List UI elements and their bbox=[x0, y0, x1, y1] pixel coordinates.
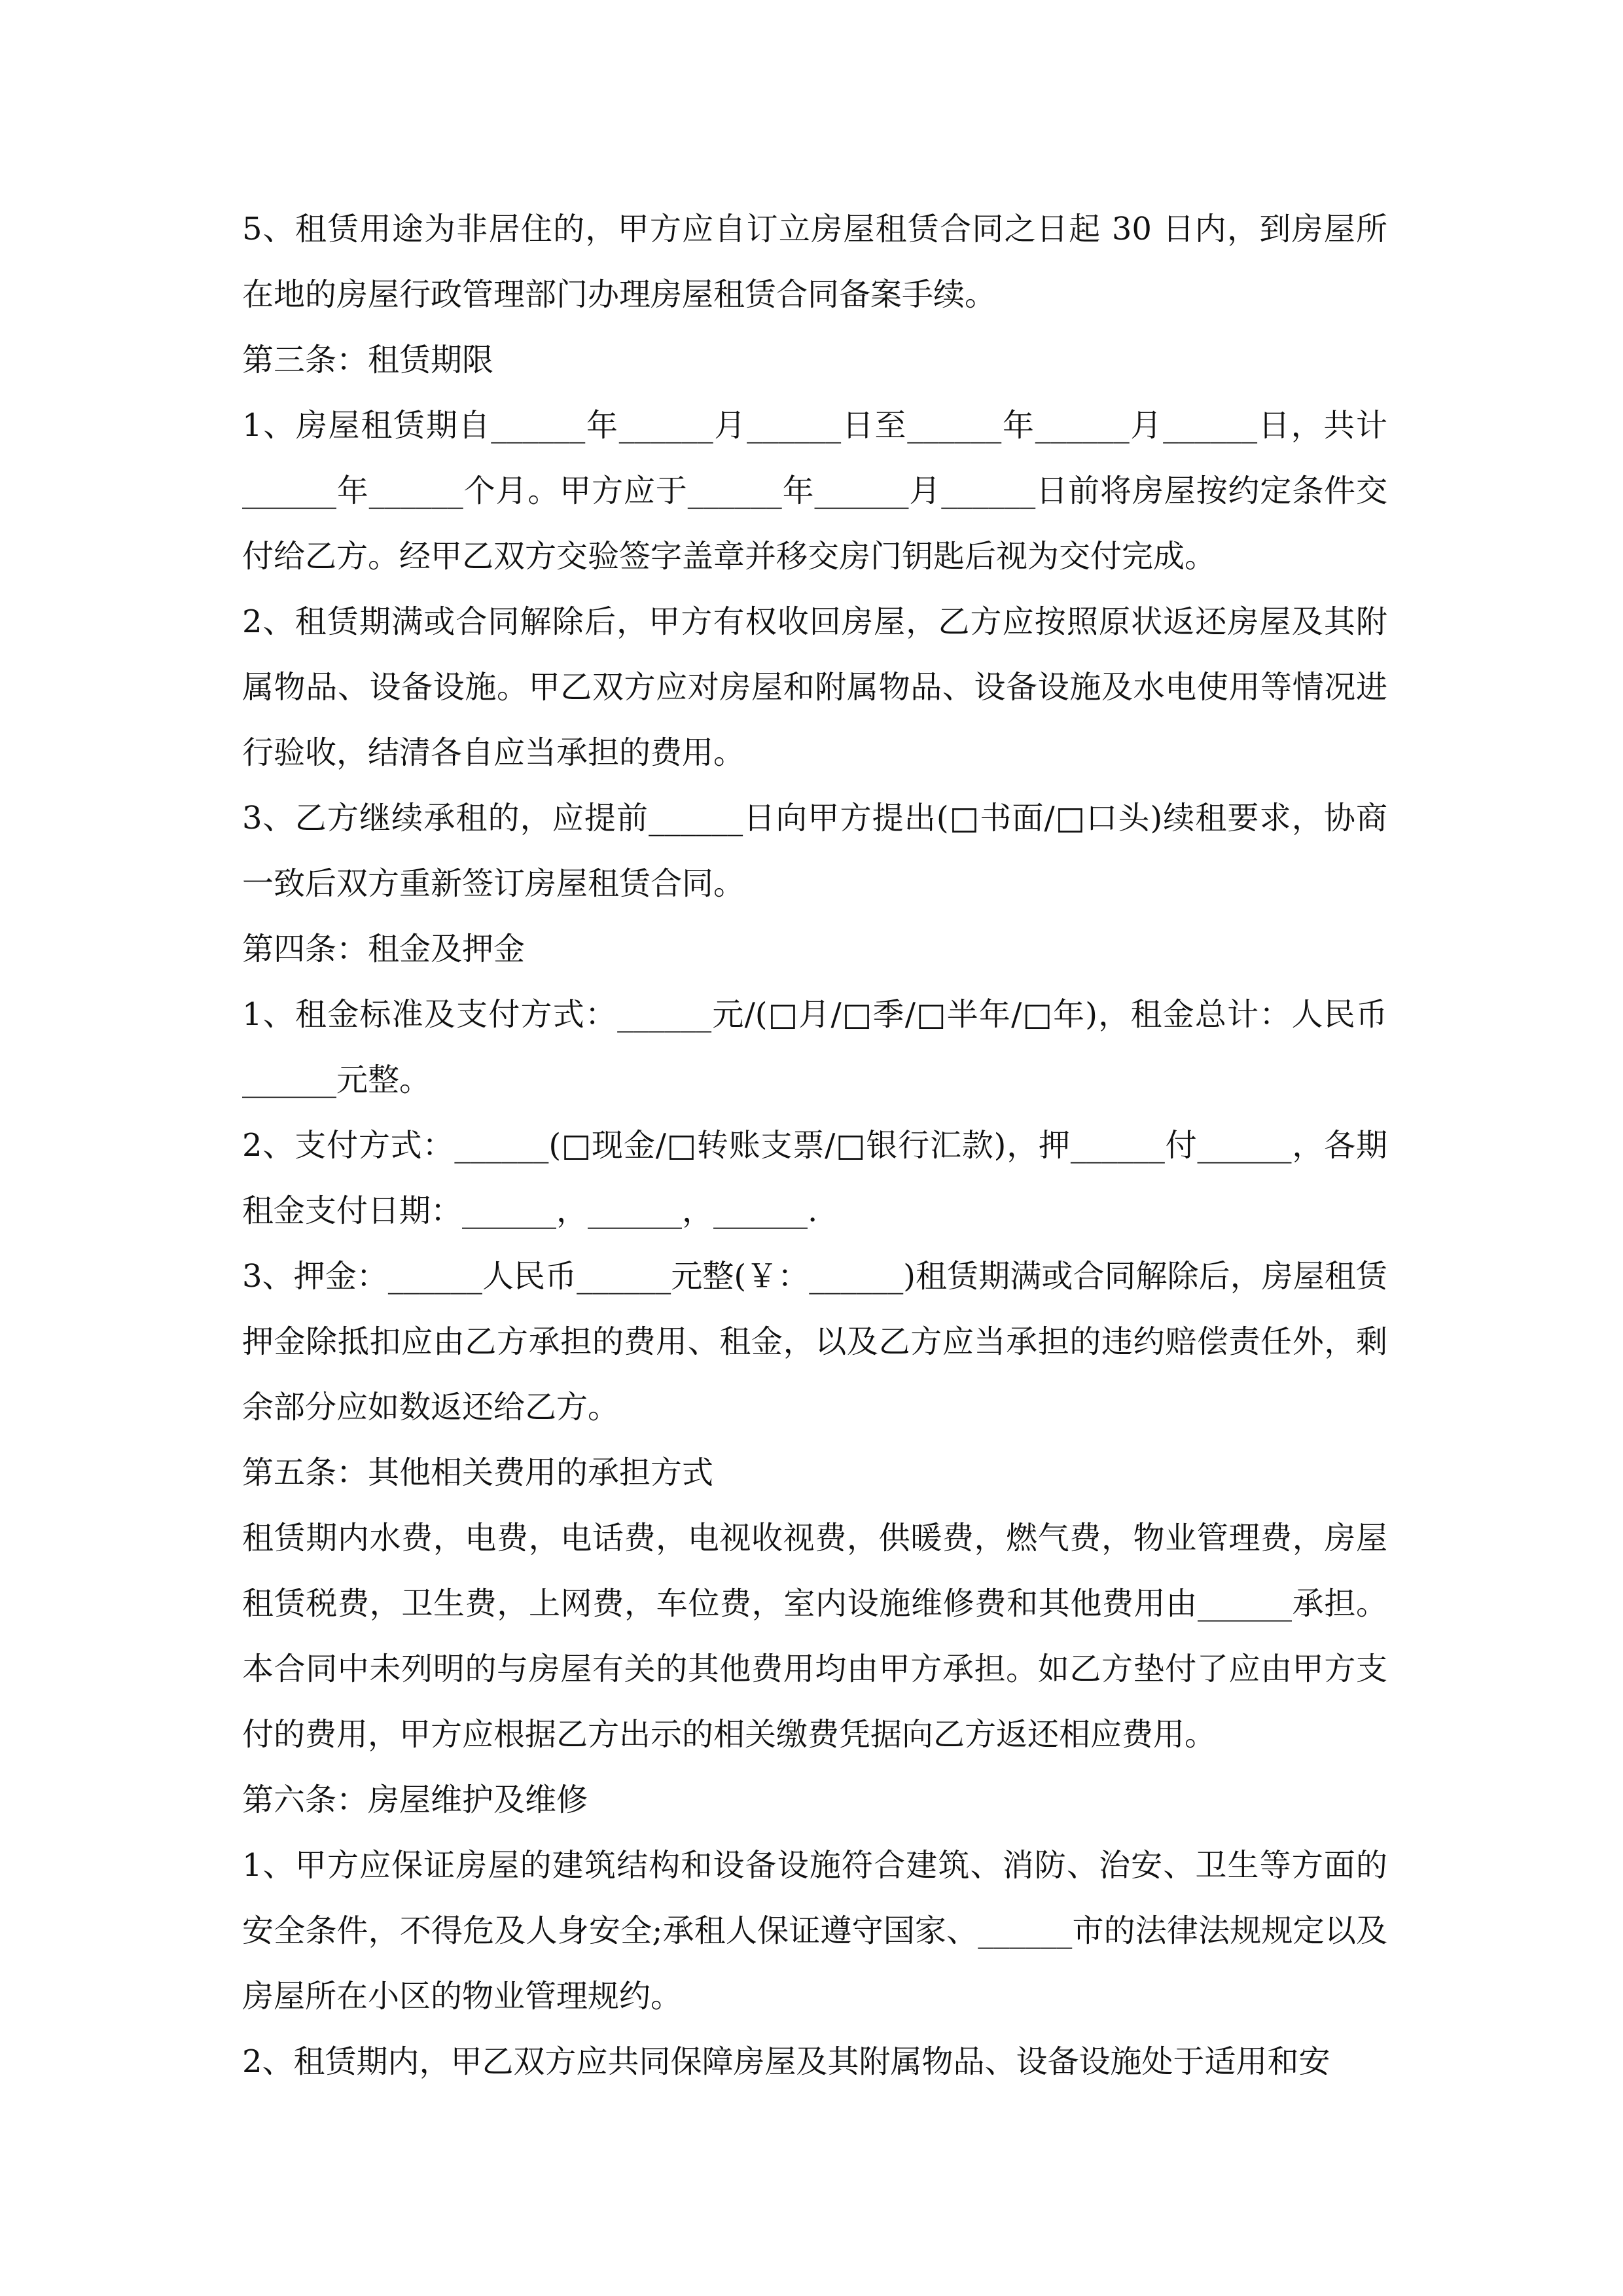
clause-6-2-maintenance: 2、租赁期内，甲乙双方应共同保障房屋及其附属物品、设备设施处于适用和安 bbox=[242, 2043, 1330, 2080]
clause-3-3-renewal: 3、乙方继续承租的，应提前______日向甲方提出(□书面/□口头)续租要求，协商一致后双方重新签订房屋租赁合同。 bbox=[242, 800, 1387, 902]
article-6-heading: 第六条：房屋维护及维修 bbox=[242, 1782, 588, 1818]
clause-3-2-expiry-return: 2、租赁期满或合同解除后，甲方有权收回房屋，乙方应按照原状返还房屋及其附属物品、设备设施。甲乙双方应对房屋和附属物品、设备设施及水电使用等情况进行验收，结清各自应当承担的费用。 bbox=[242, 603, 1387, 771]
clause-5-fees: 租赁期内水费，电费，电话费，电视收视费，供暖费，燃气费，物业管理费，房屋租赁税费，卫生费，上网费，车位费，室内设施维修费和其他费用由______承担。本合同中未列明的与房屋有关的其他费用均由甲方承担。如乙方垫付了应由甲方支付的费用，甲方应根据乙方出示的相关缴费凭据向乙方返还相应费用。 bbox=[242, 1520, 1387, 1753]
clause-4-1-rent-standard: 1、租金标准及支付方式：______元/(□月/□季/□半年/□年)，租金总计：人民币______元整。 bbox=[242, 996, 1387, 1098]
article-3-heading: 第三条：租赁期限 bbox=[242, 342, 494, 378]
document-page bbox=[242, 196, 1387, 2094]
clause-4-3-deposit: 3、押金：______人民币______元整(￥：______)租赁期满或合同解除后，房屋租赁押金除抵扣应由乙方承担的费用、租金，以及乙方应当承担的违约赔偿责任外，剩余部分应如数返还给乙方。 bbox=[242, 1258, 1387, 1426]
clause-4-2-payment-method: 2、支付方式：______(□现金/□转账支票/□银行汇款)，押______付______，各期租金支付日期：______，______，______. bbox=[242, 1127, 1387, 1229]
article-5-heading: 第五条：其他相关费用的承担方式 bbox=[242, 1454, 714, 1491]
clause-3-1-lease-term: 1、房屋租赁期自______年______月______日至______年______月______日，共计______年______个月。甲方应于______年______月______日前将房屋按约定条件交付给乙方。经甲乙双方交验签字盖章并移交房门钥匙后视为交付完成。 bbox=[242, 407, 1387, 575]
clause-6-1-safety: 1、甲方应保证房屋的建筑结构和设备设施符合建筑、消防、治安、卫生等方面的安全条件，不得危及人身安全;承租人保证遵守国家、______市的法律法规规定以及房屋所在小区的物业管理规约。 bbox=[242, 1847, 1387, 2015]
article-4-heading: 第四条：租金及押金 bbox=[242, 931, 526, 967]
clause-2-5-filing: 5、租赁用途为非居住的，甲方应自订立房屋租赁合同之日起 30 日内，到房屋所在地的房屋行政管理部门办理房屋租赁合同备案手续。 bbox=[242, 211, 1387, 313]
